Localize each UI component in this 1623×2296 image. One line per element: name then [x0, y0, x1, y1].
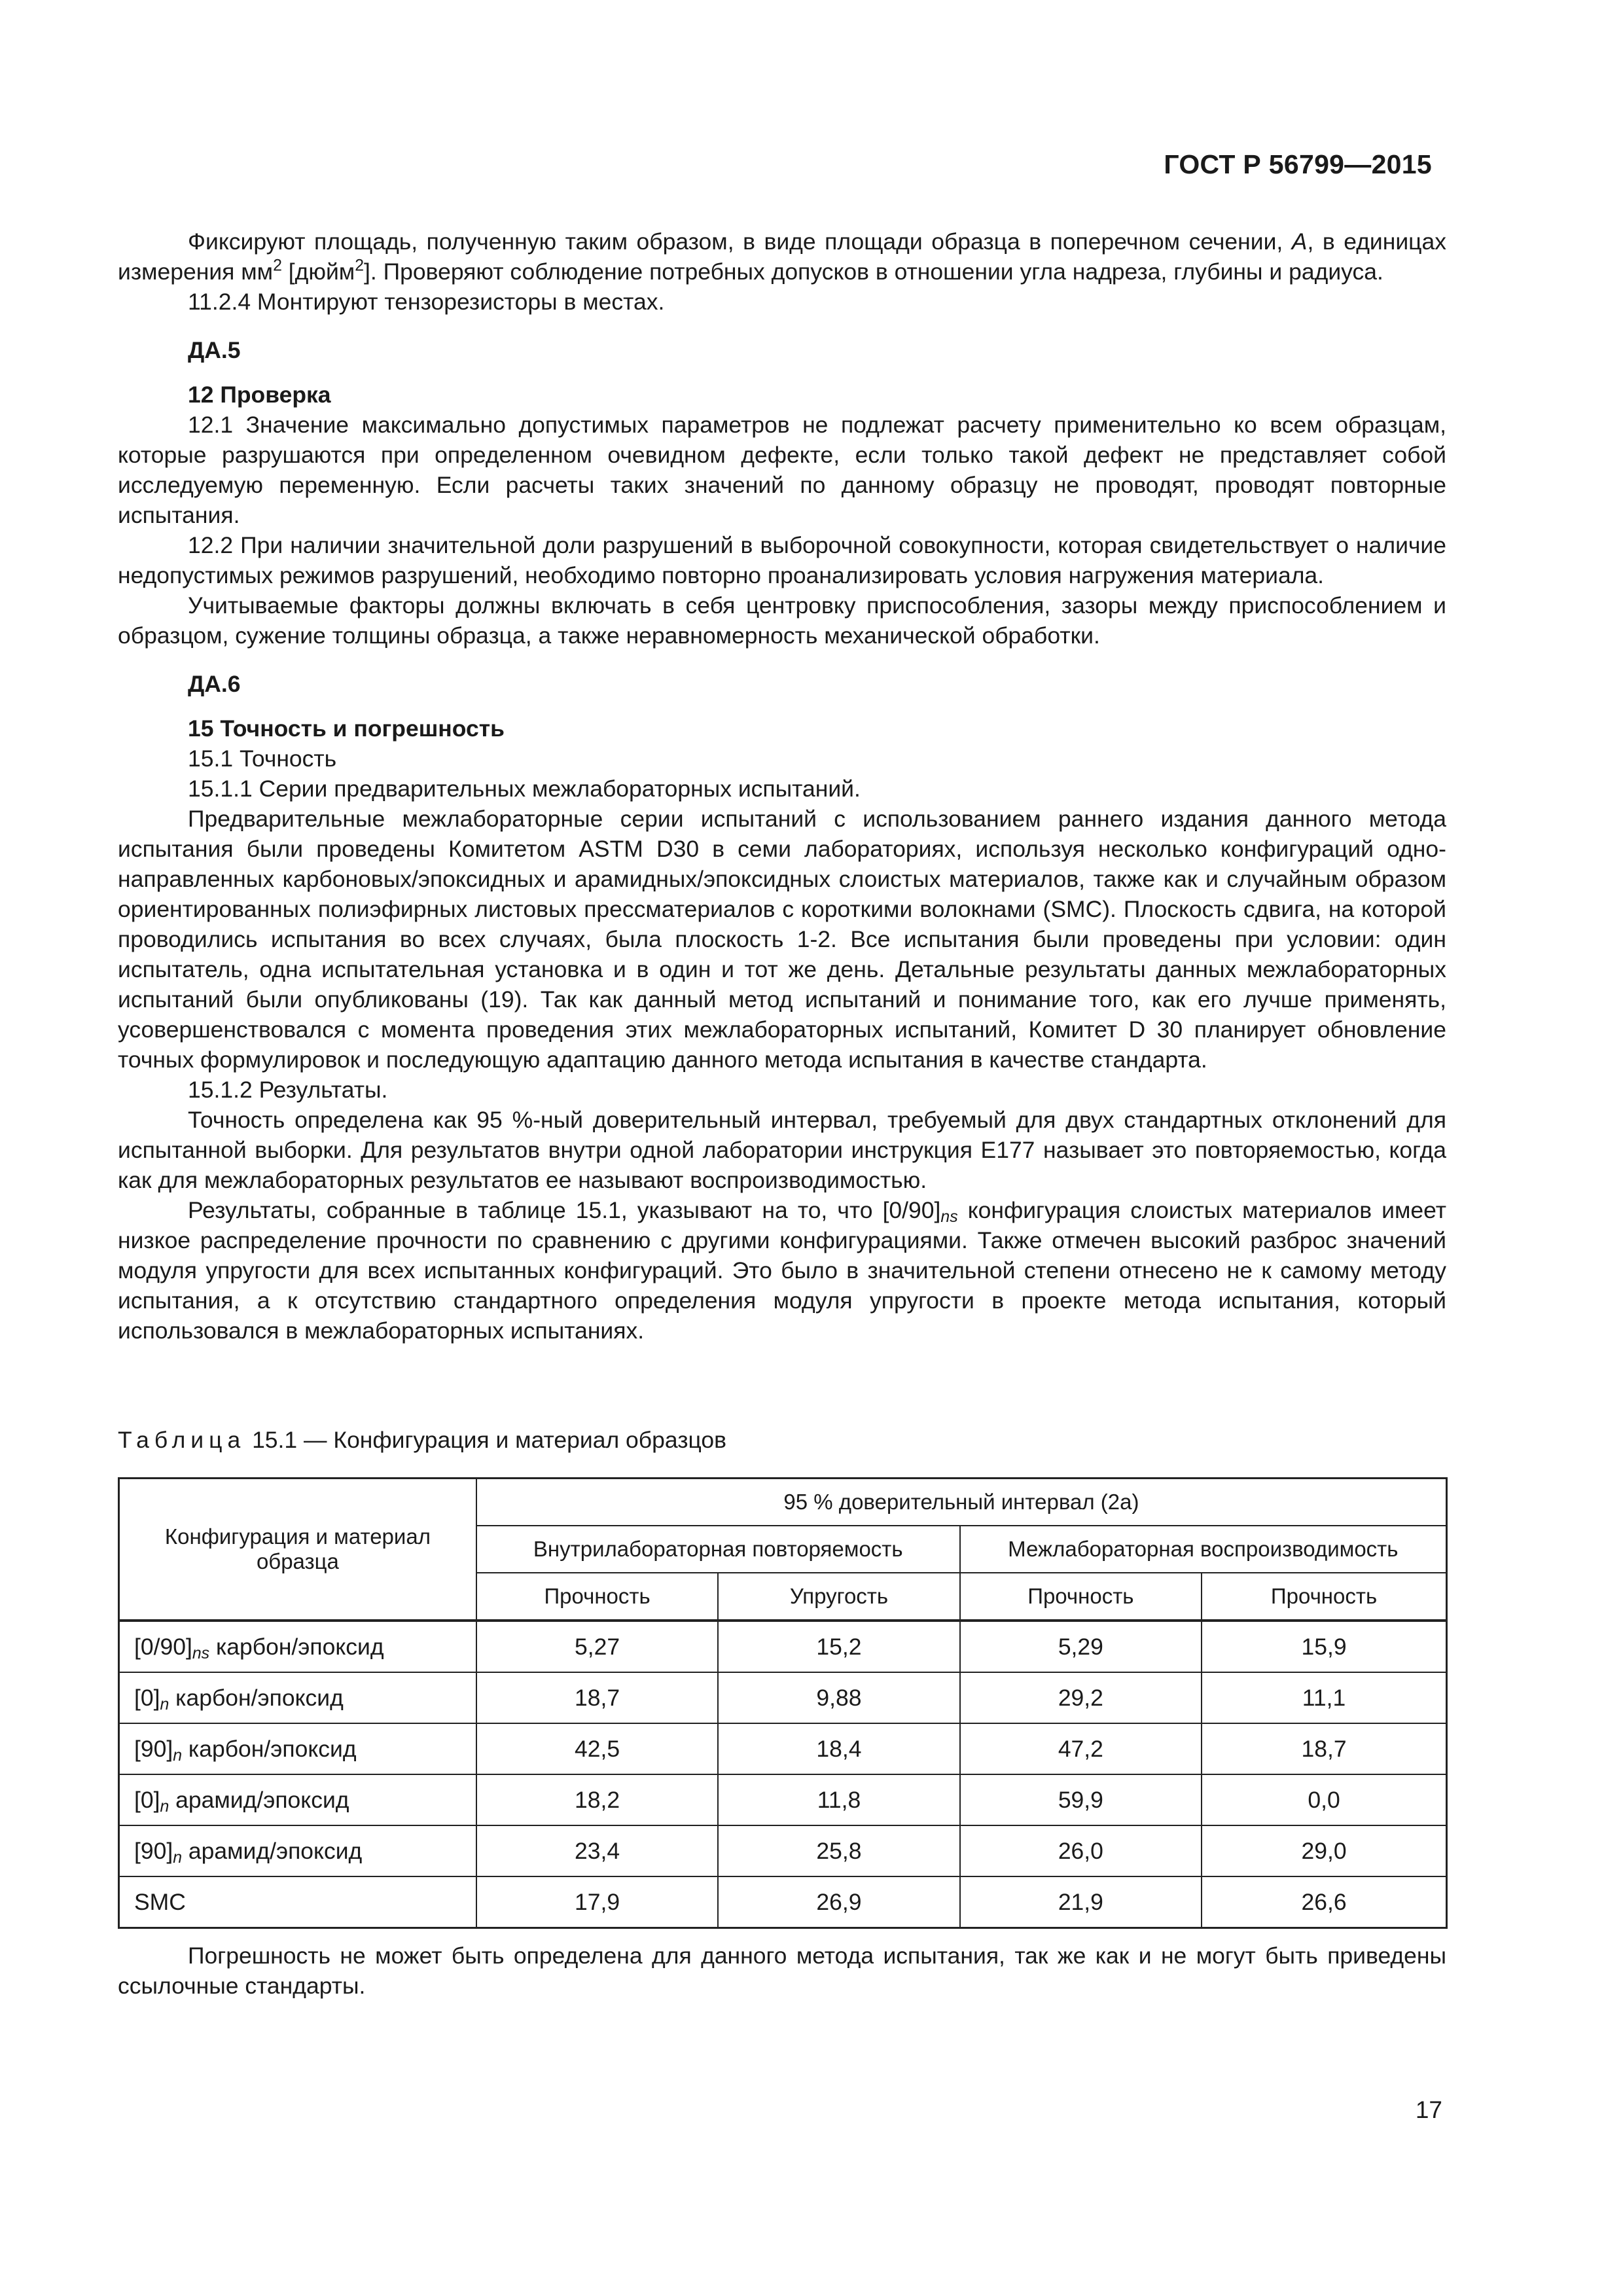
table-row	[119, 1621, 1447, 1672]
header-strength: Прочность	[476, 1573, 718, 1621]
section-da5: ДА.5	[188, 337, 241, 363]
paragraph-area: Фиксируют площадь, полученную таким образом, в виде площади образца в поперечном сечении, A, в единицах измерения $мм^2$ [дюйм$^2$]. Проверяют соблюдение потребных допусков в отношении угла надреза, глубины и радиуса.	[118, 228, 1446, 285]
config-cell: $[0]_n$ карбон/эпоксид	[119, 1672, 476, 1723]
value-cell: 59,9	[960, 1774, 1202, 1825]
value-cell: 18,7	[476, 1672, 718, 1723]
value-cell: 26,0	[960, 1825, 1202, 1876]
value-cell: 9,88	[718, 1672, 959, 1723]
value-cell: 11,8	[718, 1774, 959, 1825]
value-cell: 26,6	[1202, 1876, 1446, 1928]
value-cell: 47,2	[960, 1723, 1202, 1774]
header-strength: Прочность	[960, 1573, 1202, 1621]
table-row	[119, 1723, 1447, 1774]
value-cell: 18,4	[718, 1723, 959, 1774]
value-cell: 15,9	[1202, 1621, 1446, 1672]
value-cell: 11,1	[1202, 1672, 1446, 1723]
header-confidence-interval: 95 % доверительный интервал (2а)	[476, 1479, 1447, 1526]
paragraph-12-1: 12.1 Значение максимально допустимых параметров не подлежат расчету применительно ко всем образцам, которые разрушаются при определенном очевидном дефекте, если только такой дефект не представляет собой исследуемую переменную. Если расчеты таких значений по данному образцу не проводят, проводят повторные испытания.	[118, 412, 1446, 528]
page-number: 17	[1415, 2096, 1442, 2123]
value-cell: 18,2	[476, 1774, 718, 1825]
paragraph-interlab: Предварительные межлабораторные серии испытаний с использованием раннего издания данного метода испытания были проведены Комитетом ASTM D30 в семи лабораториях, используя несколько конфигураций однонаправленных карбоновых/эпоксидных и арамидных/эпоксидных слоистых материалов, также как и случайным образом ориентированных полиэфирных листовых прессматериалов с короткими волокнами (SMC). Плоскость сдвига, на которой проводились испытания во всех случаях, была плоскость 1-2. Все испытания были проведены при условии: один испытатель, одна испытательная установка и в один и тот же день. Детальные результаты данных межлабораторных испытаний были опубликованы (19). Так как данный метод испытаний и понимание того, как его лучше применять, усовершенствовался с момента проведения этих межлабораторных испытаний, Комитет D 30 планирует обновление точных формулировок и последующую адаптацию данного метода испытания в качестве стандарта.	[118, 806, 1446, 1073]
value-cell: 0,0	[1202, 1774, 1446, 1825]
body-text	[118, 226, 1446, 1346]
value-cell: 5,27	[476, 1621, 718, 1672]
paragraph-11-2-4: 11.2.4 Монтируют тензорезисторы в местах.	[188, 289, 665, 315]
paragraph-15-1: 15.1 Точность	[188, 745, 337, 772]
paragraph-12-2: 12.2 При наличии значительной доли разрушений в выборочной совокупности, которая свидетельствует о наличие недопустимых режимов разрушений, необходимо повторно проанализировать условия нагружения материала.	[118, 532, 1446, 588]
heading-15: 15 Точность и погрешность	[188, 715, 505, 742]
value-cell: 15,2	[718, 1621, 959, 1672]
table-row	[119, 1672, 1447, 1723]
document-code: ГОСТ Р 56799—2015	[1164, 149, 1432, 179]
header-repeatability: Внутрилабораторная повторяемость	[476, 1526, 960, 1573]
paragraph-15-1-2: 15.1.2 Результаты.	[188, 1077, 388, 1103]
header-reproducibility: Межлабораторная воспроизводимость	[960, 1526, 1447, 1573]
table-row	[119, 1876, 1447, 1928]
value-cell: 23,4	[476, 1825, 718, 1876]
value-cell: 26,9	[718, 1876, 959, 1928]
header-config: Конфигурация и материал образца	[119, 1479, 476, 1621]
config-cell: SMC	[119, 1876, 476, 1928]
table-caption: Таблица 15.1 — Конфигурация и материал образцов	[118, 1427, 727, 1453]
paragraph-bias: Погрешность не может быть определена для данного метода испытания, так же как и не могут быть приведены ссылочные стандарты.	[118, 1943, 1446, 1999]
value-cell: 5,29	[960, 1621, 1202, 1672]
config-cell: $[0/90]_{ns}$ карбон/эпоксид	[119, 1621, 476, 1672]
table-row	[119, 1774, 1447, 1825]
value-cell: 42,5	[476, 1723, 718, 1774]
table-row	[119, 1825, 1447, 1876]
precision-note	[118, 1941, 1446, 2001]
paragraph-precision: Точность определена как 95 %-ный доверительный интервал, требуемый для двух стандартных отклонений для испытанной выборки. Для результатов внутри одной лаборатории инструкция E177 называет это повторяемостью, когда как для межлабораторных результатов ее называют воспроизводимостью.	[118, 1107, 1446, 1193]
heading-12: 12 Проверка	[188, 382, 331, 408]
header-elasticity: Упругость	[718, 1573, 959, 1621]
paragraph-results: Результаты, собранные в таблице 15.1, указывают на то, что $[0/90]_{ns}$ конфигурация слоистых материалов имеет низкое распределение прочности по сравнению с другими конфигурациями. Также отмечен высокий разброс значений модуля упругости для всех испытанных конфигураций. Это было в значительной степени отнесено не к самому методу испытания, а к отсутствию стандартного определения модуля упругости в проекте метода испытания, который использовался в межлабораторных испытаниях.	[118, 1197, 1446, 1344]
value-cell: 17,9	[476, 1876, 718, 1928]
results-table	[118, 1477, 1448, 1929]
header-strength: Прочность	[1202, 1573, 1446, 1621]
config-cell: $[90]_n$ карбон/эпоксид	[119, 1723, 476, 1774]
value-cell: 25,8	[718, 1825, 959, 1876]
value-cell: 29,0	[1202, 1825, 1446, 1876]
paragraph-factors: Учитываемые факторы должны включать в себя центровку приспособления, зазоры между приспособлением и образцом, сужение толщины образца, а также неравномерность механической обработки.	[118, 592, 1446, 649]
value-cell: 29,2	[960, 1672, 1202, 1723]
section-da6: ДА.6	[188, 671, 241, 697]
value-cell: 21,9	[960, 1876, 1202, 1928]
config-cell: $[90]_n$ арамид/эпоксид	[119, 1825, 476, 1876]
config-cell: $[0]_n$ арамид/эпоксид	[119, 1774, 476, 1825]
paragraph-15-1-1: 15.1.1 Серии предварительных межлабораторных испытаний.	[188, 776, 861, 802]
value-cell: 18,7	[1202, 1723, 1446, 1774]
